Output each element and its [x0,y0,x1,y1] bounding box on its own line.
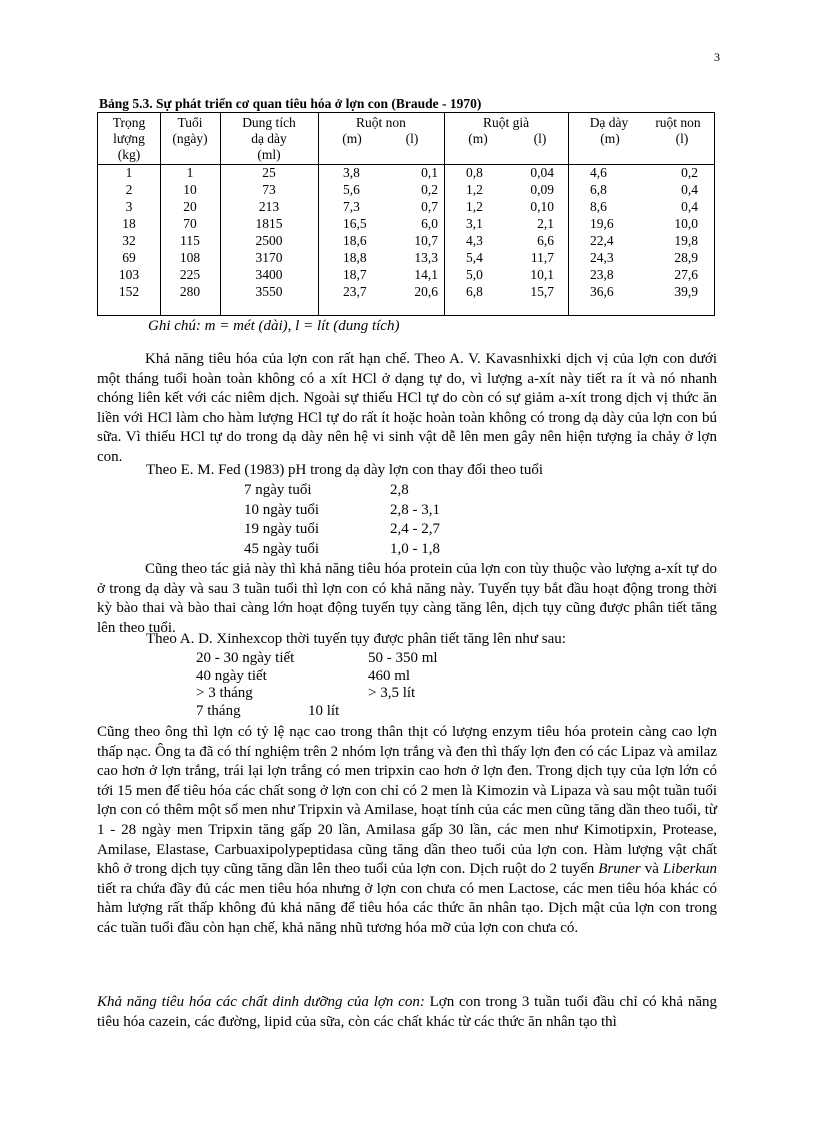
table-cell: 6,8 [590,182,607,197]
paragraph-1-text: Khả năng tiêu hóa của lợn con rất hạn chế. Theo A. V. Kavasnhixki dịch vị của lợn con dưới một tháng tuổi hoàn toàn không có a xít HCl ở dạng tự do, vì lượng a-xít này tiết ra ít và nó nhanh chóng liên kết với các niêm dịch. Ngoài sự thiếu HCl tự do còn có sự giảm a-xít trong dịch vị thức ăn liền với HCl làm cho hàm lượng HCl tự do rất ít hoặc hoàn toàn không có trong dạ dày của lợn con bú sữa. Vì thiếu HCl tự do trong dạ dày nên hệ vi sinh vật dễ lên men gây nên hiện tượng ỉa chảy ở lợn con. [97,351,717,465]
table-cell: 3 [125,199,133,214]
table-cell: 0,10 [530,199,554,214]
gland-name-bruner: Bruner [598,861,641,878]
table-cell: 0,09 [530,182,554,197]
table-cell: 10,1 [530,267,554,282]
paragraph-1 [97,350,717,468]
table-cell: 18,7 [343,267,367,282]
header-unit: (m) [600,131,620,146]
table-cell: 20,6 [414,284,438,299]
col-divider [318,113,319,315]
table-cell: 4,3 [466,233,483,248]
header-large-intestine: Ruột già [482,115,530,130]
pancreas-item-label: 20 - 30 ngày tiết [196,650,295,666]
table-cell: 11,7 [530,250,554,265]
table-cell: 2,1 [537,216,554,231]
pancreas-intro: Theo A. D. Xinhexcop thời tuyến tụy được phân tiết tăng lên như sau: [146,631,566,647]
table-cell: 0,4 [681,199,698,214]
table-cell: 15,7 [530,284,554,299]
table-cell: 19,6 [590,216,614,231]
table-cell: 18,8 [343,250,367,265]
table-cell: 13,3 [414,250,438,265]
table-cell: 7,3 [343,199,360,214]
header-unit: (m) [468,131,488,146]
table-cell: 0,2 [681,165,698,180]
ph-item-value: 1,0 - 1,8 [390,540,440,557]
table-cell: 23,8 [590,267,614,282]
table-cell: 6,8 [466,284,483,299]
paragraph-4-text [97,993,717,1032]
header-weight: Trọng [112,115,146,130]
header-stomach: Dạ dày [589,115,629,130]
paragraph-4 [97,993,717,1032]
pancreas-item-value: > 3,5 lít [368,685,416,701]
table-cell: 3170 [255,250,283,265]
table-cell: 1815 [255,216,283,231]
paragraph-3-and: và [640,861,663,878]
table-cell: 152 [118,284,140,299]
table-cell: 24,3 [590,250,614,265]
paragraph-3-text [97,723,717,939]
paragraph-3-part-b: tiết ra chứa đầy đủ các men tiêu hóa nhưng ở lợn con chưa có men Lactose, các men tiêu hóa khác có hàm lượng rất thấp không đủ khả năng để tiêu hóa các thức ăn nhân tạo. Dịch mật của lợn con trong các tuần tuổi đầu còn hạn chế, khả năng nhũ tương hóa mỡ của lợn con chưa có. [97,880,717,936]
table-cell: 5,0 [466,267,483,282]
paragraph-2 [97,560,717,638]
table-cell: 6,6 [537,233,554,248]
header-small-intestine-2: ruột non [655,115,701,130]
ph-item-label: 45 ngày tuổi [244,540,319,557]
table-cell: 280 [179,284,201,299]
table-cell: 16,5 [343,216,367,231]
pancreas-item-value: 10 lít [308,702,340,719]
gland-name-liberkun: Liberkun [662,861,717,878]
table-cell: 0,2 [421,182,438,197]
ph-item-value: 2,8 [390,482,409,498]
table-cell: 14,1 [414,267,438,282]
table-cell: 1,2 [466,182,483,197]
pancreas-item-value: 50 - 350 ml [368,650,438,666]
header-weight: (kg) [117,147,141,162]
table-cell: 32 [122,233,136,248]
table-cell: 3400 [255,267,283,282]
header-stomach-volume: Dung tích [242,115,296,130]
table-cell: 27,6 [674,267,698,282]
header-unit: (l) [533,131,547,146]
paragraph-2-text: Cũng theo tác giả này thì khả năng tiêu hóa protein của lợn con tùy thuộc vào lượng a-xít tự do ở trong dạ dày và sau 3 tuần tuổi thì lợn con có khả năng này. Tuyến tụy bắt đầu hoạt động trong thời kỳ bào thai và bào thai càng lớn hoạt động tuyến tụy càng tăng lên, dịch tụy cũng được phân tiết tăng lên theo tuổi. [97,561,717,636]
table-cell: 10,0 [674,216,698,231]
table-cell: 1 [125,165,133,180]
table-cell: 10,7 [414,233,438,248]
paragraph-4-heading: Khả năng tiêu hóa các chất dinh dưỡng của lợn con: [97,994,425,1010]
table-cell: 0,04 [530,165,554,180]
table-cell: 103 [118,267,140,282]
table-cell: 36,6 [590,284,614,299]
ph-item-value: 2,4 - 2,7 [390,521,440,537]
header-unit: (l) [405,131,419,146]
table-cell: 69 [122,250,136,265]
table-cell: 19,8 [674,233,698,248]
table-cell: 22,4 [590,233,614,248]
table-cell: 3,8 [343,165,360,180]
table-note: Ghi chú: m = mét (dài), l = lít (dung tích) [148,318,400,334]
table-cell: 73 [262,182,276,197]
table-cell: 20 [183,199,197,214]
table-cell: 28,9 [674,250,698,265]
table-cell: 3,1 [466,216,483,231]
header-small-intestine: Ruột non [356,115,406,130]
table-cell: 23,7 [343,284,367,299]
table-cell: 4,6 [590,165,607,180]
header-unit: (m) [342,131,362,146]
table-cell: 5,4 [466,250,483,265]
table-cell: 10 [183,182,197,197]
table-cell: 2 [125,182,133,197]
table-cell: 18 [122,216,136,231]
table-cell: 5,6 [343,182,360,197]
table-cell: 6,0 [421,216,438,231]
header-weight: lượng [113,131,145,146]
paragraph-3 [97,723,717,939]
pancreas-item-value: 460 ml [368,667,411,684]
pancreas-item-label: 40 ngày tiết [196,667,267,684]
table-cell: 0,7 [421,199,438,214]
table-cell: 115 [180,233,200,248]
table-cell: 1,2 [466,199,483,214]
pancreas-item-label: 7 tháng [196,702,241,719]
pancreas-item-label: > 3 tháng [196,685,253,701]
header-unit: (l) [675,131,689,146]
table-cell: 0,1 [421,165,438,180]
header-stomach-volume: (ml) [257,147,281,162]
ph-item-label: 19 ngày tuổi [244,521,319,537]
ph-intro: Theo E. M. Fed (1983) pH trong dạ dày lợn con thay đổi theo tuổi [146,462,544,478]
ph-item-value: 2,8 - 3,1 [390,501,440,518]
paragraph-3-part-a: Cũng theo ông thì lợn có tỷ lệ nạc cao trong thân thịt có lượng enzym tiêu hóa protein càng cao lợn thấp nạc. Ông ta đã có thí nghiệm trên 2 nhóm lợn trắng và đen thì thấy lợn đen có các Lipaz và amilaz cao hơn ở lợn trắng, trái lại lợn trắng có men tripxin cao hơn ở lợn đen. Trong dịch tụy của lợn lớn có tới 15 men để tiêu hóa các chất song ở lợn con chỉ có 2 men là Kimozin và Lipaza và sau một tuần tuổi lợn con có thêm một số men như Tripxin và Amilase, hoạt tính của các men cũng tăng dần theo tuổi, từ 1 - 28 ngày men Tripxin tăng gấp 20 lần, Amilasa gấp 30 lần, các men như Kimotipxin, Protease, Amilase, Elastase, Carbuaxipolypeptidasa cũng tăng dần theo tuổi của lợn con. Hàm lượng vật chất khô ở trong dịch tụy cũng tăng dần lên theo tuổi của lợn con. Dịch ruột do 2 tuyến [97,724,717,878]
header-stomach-volume: dạ dày [251,131,287,146]
table-caption: Bảng 5.3. Sự phát triển cơ quan tiêu hóa ở lợn con (Braude - 1970) [99,96,482,111]
table-cell: 39,9 [674,284,698,299]
table-cell: 70 [183,216,197,231]
table-cell: 25 [262,165,276,180]
data-table [97,112,715,316]
table-cell: 18,6 [343,233,367,248]
header-age: (ngày) [172,131,208,146]
table-cell: 0,4 [681,182,698,197]
table-cell: 1 [186,165,194,180]
header-age: Tuổi [177,115,203,130]
paragraph-4-body: Lợn con trong 3 tuần tuổi đầu chỉ có khả năng tiêu hóa cazein, các đường, lipid của sữa, còn các chất khác từ các thức ăn nhân tạo thì [97,994,717,1030]
table-cell: 108 [179,250,201,265]
table-cell: 225 [179,267,201,282]
table-cell: 213 [258,199,280,214]
ph-item-label: 10 ngày tuổi [244,501,319,518]
col-divider [568,113,569,315]
table-cell: 0,8 [466,165,483,180]
table-cell: 3550 [255,284,283,299]
table-cell: 2500 [255,233,283,248]
page-number: 3 [714,50,720,64]
col-divider [444,113,445,315]
table-cell: 8,6 [590,199,607,214]
ph-item-label: 7 ngày tuổi [244,482,312,498]
